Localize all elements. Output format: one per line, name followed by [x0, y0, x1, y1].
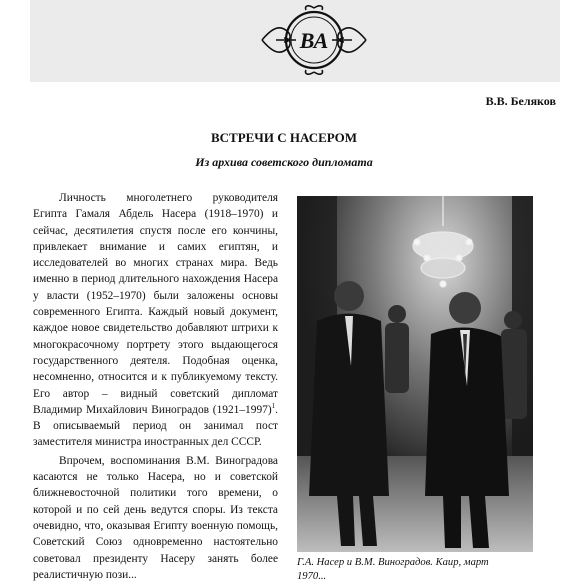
author-name: В.В. Беляков: [485, 94, 556, 108]
photo-caption: [297, 556, 547, 584]
paragraph: Впрочем, воспоминания В.М. Виноградова касаются не только Насера, но и советской ближневосточной политики того времени, о которой и по сей день ведутся споры. Из текста очевидно, что, оказывая Египту военную помощь, Советский Союз одновременно настоятельно советовал президенту Насеру занять более реалистичную пози...: [33, 454, 278, 581]
monogram-emblem: [258, 2, 370, 78]
photo-illustration: [297, 196, 533, 552]
header-band: [30, 0, 560, 82]
paragraph-text: Личность многолетнего руководителя Египта Гамаля Абдель Насера (1918–1970) и сейчас, десятилетия спустя после его кончины, привлекает внимание и самих египтян, и исследователей во многих странах мира. Ведь именно в период длительного нахождения Насера у власти (1952–1970) были заложены основы современного Египта. Каждый новый документ, каждое новое свидетельство добавляют штрихи к многокрасочному портрету этого выдающегося государственного деятеля. Подобная оценка, несомненно, относится и к публикуемому тексту. Его автор – видный советский дипломат Владимир Михайлович Виноградов (1921–1997): [33, 192, 278, 416]
caption-line: 1970...: [297, 571, 327, 582]
article-subtitle: Из архива советского дипломата: [195, 155, 373, 169]
article-body: [33, 190, 278, 583]
caption-line: Г.А. Насер и В.М. Виноградов. Каир, март: [297, 557, 489, 568]
article-title: ВСТРЕЧИ С НАСЕРОМ: [210, 130, 358, 145]
paragraph: [33, 190, 278, 451]
footnote-mark[interactable]: 1: [271, 402, 276, 411]
paragraph-text-end: . В описываемый период он занимал пост заместителя министра иностранных дел СССР.: [33, 403, 278, 449]
archive-photo: [297, 196, 533, 552]
monogram-text: ВА: [299, 28, 329, 53]
